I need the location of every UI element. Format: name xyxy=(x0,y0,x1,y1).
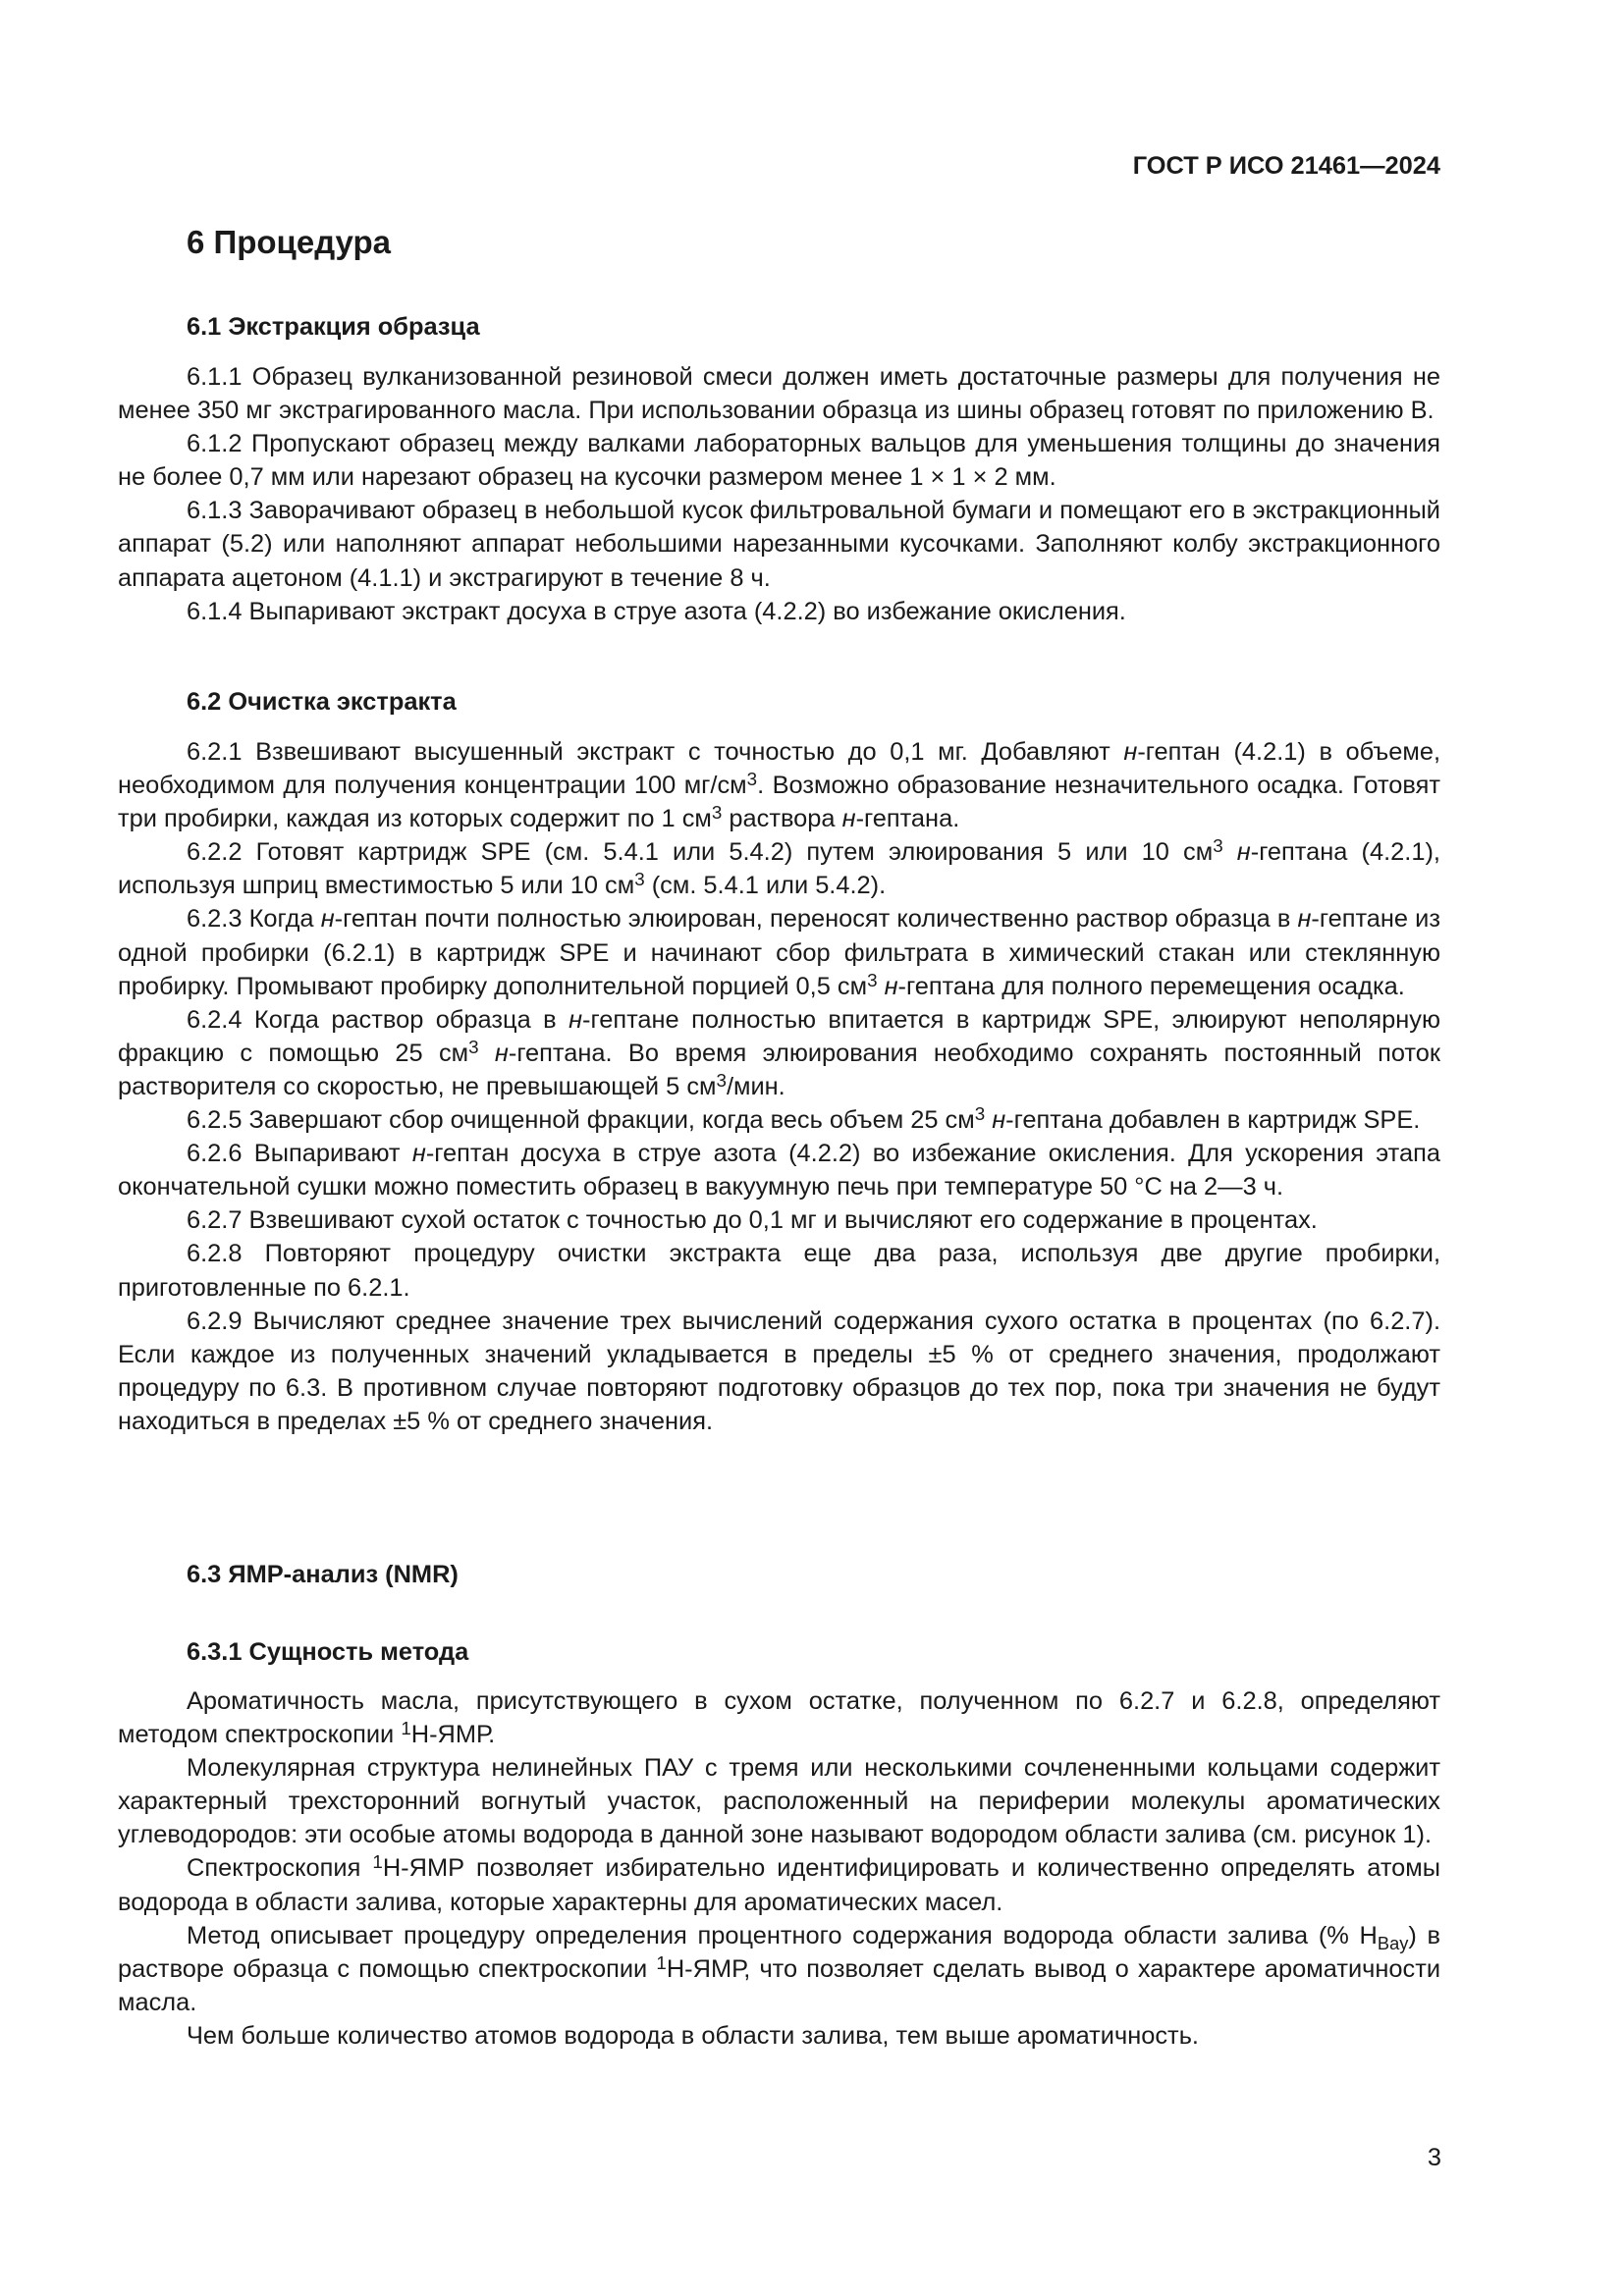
section-6-1 xyxy=(118,310,1440,344)
paragraph-molecular-structure: Молекулярная структура нелинейных ПАУ с тремя или несколькими сочлененными кольцами содержит характерный трехсторонний вогнутый участок, расположенный на периферии молекулы ароматических углеводородов: эти особые атомы водорода в данной зоне называют водородом области залива (см. рисунок 1). xyxy=(118,1754,1440,1849)
section-6-1-body xyxy=(118,360,1440,628)
paragraph-6-2-7: 6.2.7 Взвешивают сухой остаток с точностью до 0,1 мг и вычисляют его содержание в процентах. xyxy=(187,1206,1318,1235)
paragraph-6-2-6: 6.2.6 Выпаривают н-гептан досуха в струе азота (4.2.2) во избежание окисления. Для ускорения этапа окончательной сушки можно поместить образец в вакуумную печь при температуре 50 °С на 2—3 ч. xyxy=(118,1140,1440,1201)
section-6-3 xyxy=(118,1558,1440,1591)
subsection-title-6-2: 6.2 Очистка экстракта xyxy=(187,688,457,716)
subsection-title-6-3-1: 6.3.1 Сущность метода xyxy=(187,1638,469,1666)
paragraph-6-2-4: 6.2.4 Когда раствор образца в н-гептане полностью впитается в картридж SPE, элюируют неполярную фракцию с помощью 25 $см^3$ н-гептана. Во время элюирования необходимо сохранять постоянный поток растворителя со скоростью, не превышающей 5 $см^3$/мин. xyxy=(118,1005,1441,1100)
section-title: 6 Процедура xyxy=(187,224,391,260)
section-6-2 xyxy=(118,685,1440,719)
paragraph-conclusion: Чем больше количество атомов водорода в области залива, тем выше ароматичность. xyxy=(187,2021,1199,2050)
paragraph-6-2-8: 6.2.8 Повторяют процедуру очистки экстракта еще два раза, используя две другие пробирки, приготовленные по 6.2.1. xyxy=(118,1240,1440,1302)
paragraph-6-1-1: 6.1.1 Образец вулканизованной резиновой смеси должен иметь достаточные размеры для получения не менее 350 мг экстрагированного масла. При использовании образца из шины образец готовят по приложению В. xyxy=(118,363,1440,425)
section-6-3-1 xyxy=(118,1635,1440,1669)
paragraph-6-2-2: 6.2.2 Готовят картридж SPE (см. 5.4.1 или 5.4.2) путем элюирования 5 или 10 $см^3$ н-гептана (4.2.1), используя шприц вместимостью 5 или 10 $см^3$ (см. 5.4.1 или 5.4.2). xyxy=(118,835,1440,900)
paragraph-6-2-3: 6.2.3 Когда н-гептан почти полностью элюирован, переносят количественно раствор образца в н-гептане из одной пробирки (6.2.1) в картридж SPE и начинают сбор фильтрата в химический стакан или стеклянную пробирку. Промывают пробирку дополнительной порцией 0,5 $см^3$ н-гептана для полного перемещения осадка. xyxy=(118,905,1441,1000)
page-number: 3 xyxy=(1427,2144,1441,2171)
paragraph-6-2-9: 6.2.9 Вычисляют среднее значение трех вычислений содержания сухого остатка в процентах (по 6.2.7). Если каждое из полученных значений укладывается в пределы ±5 % от среднего значения, продолжают процедуру по 6.3. В противном случае повторяют подготовку образцов до тех пор, пока три значения не будут находиться в пределах ±5 % от среднего значения. xyxy=(118,1307,1440,1435)
paragraph-6-1-4: 6.1.4 Выпаривают экстракт досуха в струе азота (4.2.2) во избежание окисления. xyxy=(187,597,1126,625)
paragraph-aromaticity: Ароматичность масла, присутствующего в сухом остатке, полученном по 6.2.7 и 6.2.8, определяют методом спектроскопии $^1$Н-ЯМР. xyxy=(118,1687,1440,1749)
paragraph-6-1-3: 6.1.3 Заворачивают образец в небольшой кусок фильтровальной бумаги и помещают его в экстракционный аппарат (5.2) или наполняют аппарат небольшими нарезанными кусочками. Заполняют колбу экстракционного аппарата ацетоном (4.1.1) и экстрагируют в течение 8 ч. xyxy=(118,497,1440,592)
subsection-title-6-3: 6.3 ЯМР-анализ (NMR) xyxy=(187,1561,459,1588)
section-6-2-body xyxy=(118,735,1440,1438)
paragraph-6-1-2: 6.1.2 Пропускают образец между валками лабораторных вальцов для уменьшения толщины до значения не более 0,7 мм или нарезают образец на кусочки размером менее 1 × 1 × 2 мм. xyxy=(118,430,1440,492)
paragraph-6-2-5: 6.2.5 Завершают сбор очищенной фракции, когда весь объем 25 $см^3$ н-гептана добавлен в картридж SPE. xyxy=(187,1103,1421,1135)
document-header-code: ГОСТ Р ИСО 21461—2024 xyxy=(1132,152,1440,180)
section-6-3-1-body xyxy=(118,1684,1440,2053)
paragraph-6-2-1: 6.2.1 Взвешивают высушенный экстракт с точностью до 0,1 мг. Добавляют н-гептан (4.2.1) в объеме, необходимом для получения концентрации 100 $мг/см^3$. Возможно образование незначительного осадка. Готовят три пробирки, каждая из которых содержит по 1 $см^3$ раствора н-гептана. xyxy=(118,738,1440,833)
paragraph-spectroscopy: Спектроскопия $^1$Н-ЯМР позволяет избирательно идентифицировать и количественно определять атомы водорода в области залива, которые характерны для ароматических масел. xyxy=(118,1851,1440,1916)
subsection-title-6-1: 6.1 Экстракция образца xyxy=(187,313,480,341)
paragraph-method: Метод описывает процедуру определения процентного содержания водорода области залива (% $Н_{Bay}$) в растворе образца с помощью спектроскопии $^1$Н-ЯМР, что позволяет сделать вывод о характере ароматичности масла. xyxy=(118,1921,1441,2016)
